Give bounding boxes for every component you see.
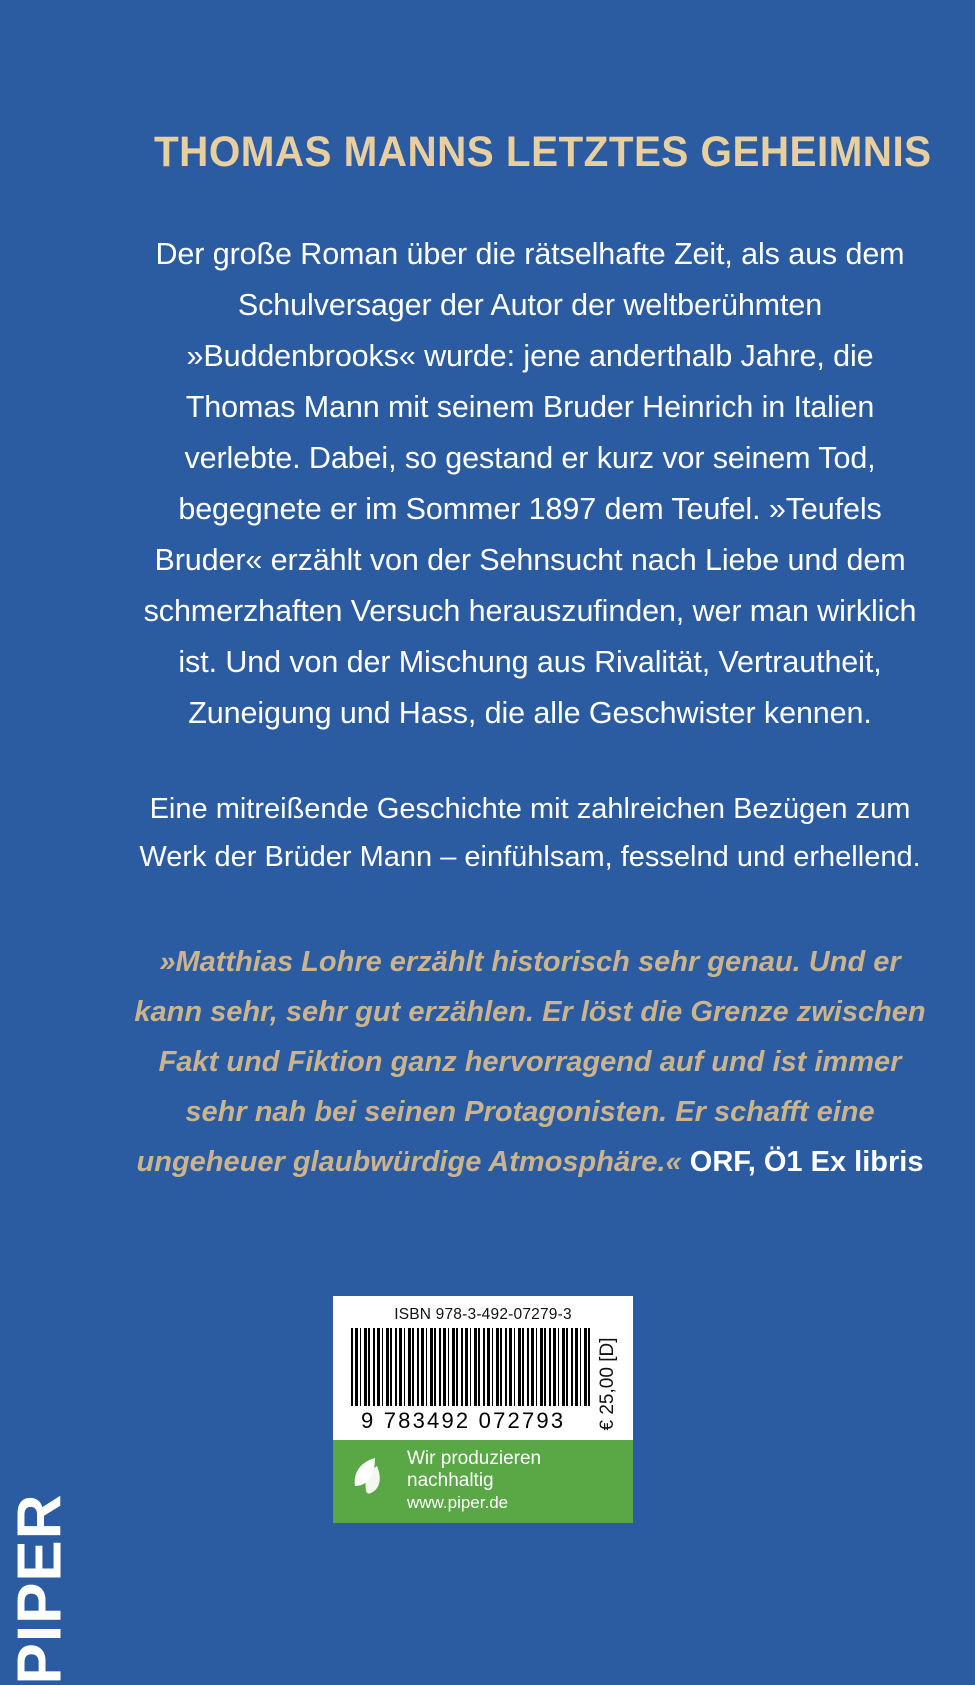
eco-line-2: nachhaltig [407, 1470, 494, 1492]
review-quote-text: »Matthias Lohre erzählt historisch sehr genau. Und er kann sehr, sehr gut erzählen. Er löst die Grenze zwischen Fakt und Fiktion ganz hervorragend auf und ist immer sehr nah bei seinen Protagonisten. Er schafft eine ungeheuer glaubwürdige Atmosphäre.« [134, 946, 926, 1178]
spine-strip [0, 0, 78, 1685]
eco-text [407, 1448, 541, 1513]
blurb-primary: Der große Roman über die rätselhafte Zeit, als aus dem Schulversager der Autor der weltberühmten »Buddenbrooks« wurde: jene anderthalb Jahre, die Thomas Mann mit seinem Bruder Heinrich in Italien verlebte. Dabei, so gestand er kurz vor seinem Tod, begegnete er im Sommer 1897 dem Teufel. »Teufels Bruder« erzählt von der Sehnsucht nach Liebe und dem schmerzhaften Versuch herauszufinden, wer man wirklich ist. Und von der Mischung aus Rivalität, Vertrautheit, Zuneigung und Hass, die alle Geschwister kennen. [143, 237, 917, 730]
leaf-icon [345, 1452, 407, 1508]
isbn-label: ISBN 978-3-492-07279-3 [394, 1306, 572, 1323]
review-source: ORF, Ö1 Ex libris [689, 1145, 924, 1178]
barcode-block [333, 1296, 633, 1523]
eco-line-1: Wir produzieren [407, 1448, 542, 1469]
page-title: THOMAS MANNS LETZTES GEHEIMNIS [154, 128, 932, 176]
price-rail [590, 1328, 625, 1440]
price-label: € 25,00 [D] [597, 1337, 618, 1431]
review-quote [130, 882, 930, 1187]
barcode-bars-area [341, 1328, 590, 1440]
blurb-secondary: Eine mitreißende Geschichte mit zahlreichen Bezügen zum Werk der Brüder Mann – einfühlsam, fesselnd und erhellend. [139, 792, 921, 874]
barcode-row [341, 1328, 625, 1440]
barcode-icon [351, 1328, 590, 1406]
publisher-logo: PIPER [5, 1493, 75, 1685]
eco-badge [333, 1440, 633, 1523]
spine-inner [0, 1180, 78, 1685]
barcode-digits: 9 783492 072793 [361, 1408, 566, 1433]
eco-line-3: www.piper.de [407, 1492, 509, 1512]
